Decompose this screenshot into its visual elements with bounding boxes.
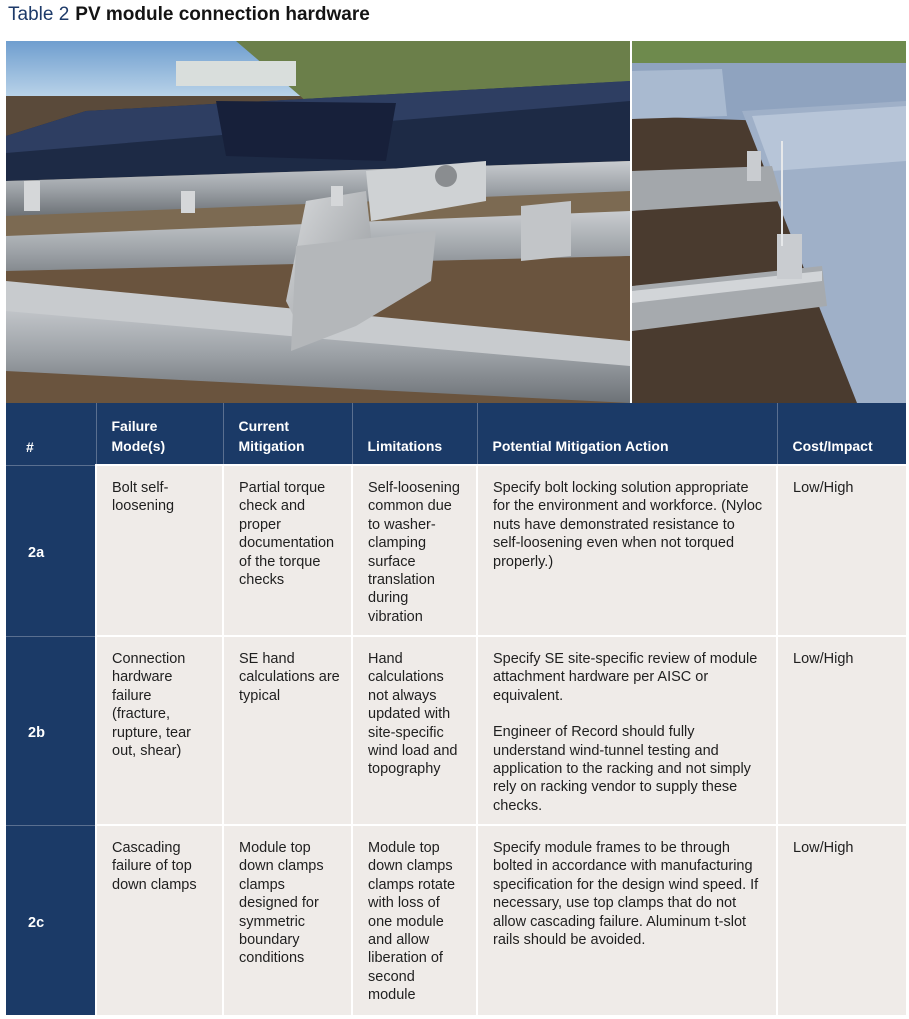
mitigation-action-paragraph: Specify SE site-specific review of module attachment hardware per AISC or equivalent.: [493, 651, 758, 704]
row-id: 2a: [6, 465, 96, 636]
row-id: 2c: [6, 825, 96, 1015]
cost-impact-cell: Low/High: [777, 465, 906, 636]
failure-mode-cell: Bolt self-loosening: [96, 465, 223, 636]
mitigation-action-cell: [477, 636, 777, 825]
mitigation-action-paragraph: Specify bolt locking solution appropriate for the environment and workforce. (Nyloc nuts have demonstrated resistance to self-loosening even when not torqued properly.): [493, 480, 763, 570]
header-number: #: [6, 403, 96, 465]
limitations-cell: Self-loosening common due to washer-clamping surface translation during vibration: [352, 465, 477, 636]
limitations-cell: Module top down clamps clamps rotate with loss of one module and allow liberation of second module: [352, 825, 477, 1015]
paragraph-gap: [493, 705, 766, 723]
cost-impact-cell: Low/High: [777, 636, 906, 825]
cost-impact-cell: Low/High: [777, 825, 906, 1015]
failure-mode-cell: Connection hardware failure (fracture, rupture, tear out, shear): [96, 636, 223, 825]
header-limitations: Limitations: [352, 403, 477, 465]
row-id: 2b: [6, 636, 96, 825]
header-current-mitigation-text: Current Mitigation: [238, 418, 305, 454]
header-cost-impact: Cost/Impact: [777, 403, 906, 465]
table-title: [8, 4, 370, 30]
limitations-cell: Hand calculations not always updated with site-specific wind load and topography: [352, 636, 477, 825]
photo-modules: [632, 41, 906, 403]
header-failure-modes: [96, 403, 223, 465]
table-number: Table 2: [8, 4, 70, 25]
mitigation-action-cell: [477, 825, 777, 1015]
photo-rail-clamp: [6, 41, 630, 403]
current-mitigation-cell: Partial torque check and proper documentation of the torque checks: [223, 465, 352, 636]
current-mitigation-cell: SE hand calculations are typical: [223, 636, 352, 825]
table-header-row: [6, 403, 906, 465]
table-row: [6, 825, 906, 1015]
table-caption: PV module connection hardware: [75, 4, 370, 25]
table-row: [6, 636, 906, 825]
header-current-mitigation: [223, 403, 352, 465]
table-row: [6, 465, 906, 636]
header-failure-modes-text: Failure Mode(s): [111, 418, 166, 454]
header-potential-mitigation-action: Potential Mitigation Action: [477, 403, 777, 465]
current-mitigation-cell: Module top down clamps clamps designed for symmetric boundary conditions: [223, 825, 352, 1015]
mitigation-action-paragraph: Engineer of Record should fully understand wind-tunnel testing and application to the racking and not simply rely on racking vendor to supply these checks.: [493, 724, 751, 814]
mitigation-action-paragraph: Specify module frames to be through bolted in accordance with manufacturing specification for the design wind speed. If necessary, use top clamps that do not allow cascading failure. Aluminum t-slot rails should be avoided.: [493, 840, 759, 949]
mitigation-action-cell: [477, 465, 777, 636]
failure-mode-cell: Cascading failure of top down clamps: [96, 825, 223, 1015]
hardware-table: [6, 403, 906, 1015]
photo-strip: [6, 41, 906, 403]
